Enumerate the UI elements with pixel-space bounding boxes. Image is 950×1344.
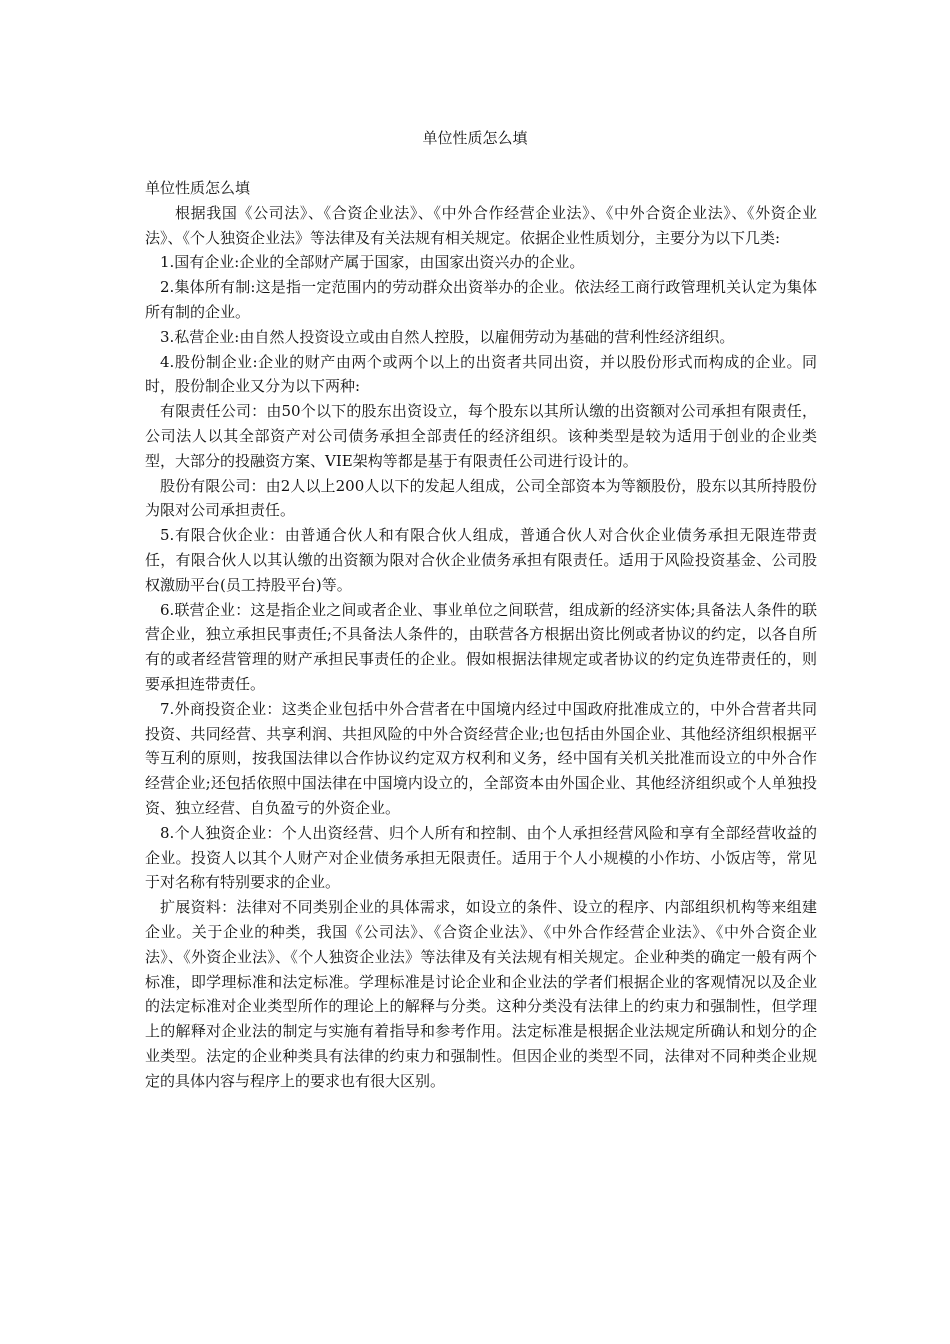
sub-item-joint-stock-limited: 股份有限公司：由2人以上200人以下的发起人组成，公司全部资本为等额股份，股东以其所持股份为限对公司承担责任。	[145, 476, 817, 520]
sub-item-limited-liability: 有限责任公司：由50个以下的股东出资设立，每个股东以其所认缴的出资额对公司承担有限责任，公司法人以其全部资产对公司债务承担全部责任的经济组织。该种类型是较为适用于创业的企业类型，大部分的投融资方案、VIE架构等都是基于有限责任公司进行设计的。	[145, 402, 817, 470]
body-heading: 单位性质怎么填	[145, 179, 251, 197]
list-item-private: 3.私营企业:由自然人投资设立或由自然人控股，以雇佣劳动为基础的营利性经济组织。	[160, 327, 735, 346]
list-item-collective: 2.集体所有制:这是指一定范围内的劳动群众出资举办的企业。依法经工商行政管理机关认定为集体所有制的企业。	[145, 278, 817, 321]
document-title: 单位性质怎么填	[422, 129, 528, 147]
list-item-sole-proprietorship: 8.个人独资企业：个人出资经营、归个人所有和控制、由个人承担经营风险和享有全部经营收益的企业。投资人以其个人财产对企业债务承担无限责任。适用于个人小规模的小作坊、小饭店等，常见于对名称有特别要求的企业。	[145, 823, 817, 892]
list-item-state-owned: 1.国有企业:企业的全部财产属于国家，由国家出资兴办的企业。	[160, 253, 585, 272]
document-body	[145, 176, 817, 1093]
list-item-limited-partnership: 5.有限合伙企业：由普通合伙人和有限合伙人组成，普通合伙人对合伙企业债务承担无限连带责任，有限合伙人以其认缴的出资额为限对合伙企业债务承担有限责任。适用于风险投资基金、公司股权激励平台(员工持股平台)等。	[145, 526, 817, 594]
extended-material-paragraph: 扩展资料：法律对不同类别企业的具体需求，如设立的条件、设立的程序、内部组织机构等来组建企业。关于企业的种类，我国《公司法》、《合资企业法》、《中外合作经营企业法》、《中外合资企业法》、《外资企业法》、《个人独资企业法》等法律及有关法规有相关规定。企业种类的确定一般有两个标准，即学理标准和法定标准。学理标准是讨论企业和企业法的学者们根据企业的客观情况以及企业的法定标准对企业类型所作的理论上的解释与分类。这种分类没有法律上的约束力和强制性，但学理上的解释对企业法的制定与实施有着指导和参考作用。法定标准是根据企业法规定所确认和划分的企业类型。法定的企业种类具有法律的约束力和强制性。但因企业的类型不同，法律对不同种类企业规定的具体内容与程序上的要求也有很大区别。	[145, 898, 817, 1090]
intro-paragraph: 根据我国《公司法》、《合资企业法》、《中外合作经营企业法》、《中外合资企业法》、《外资企业法》、《个人独资企业法》等法律及有关法规有相关规定。依据企业性质划分，主要分为以下几类:	[145, 203, 817, 247]
list-item-foreign-investment: 7.外商投资企业：这类企业包括中外合营者在中国境内经过中国政府批准成立的，中外合营者共同投资、共同经营、共享利润、共担风险的中外合资经营企业;也包括由外国企业、其他经济组织根据平等互利的原则，按我国法律以合作协议约定双方权利和义务，经中国有关机关批准而设立的中外合作经营企业;还包括依照中国法律在中国境内设立的，全部资本由外国企业、其他经济组织或个人单独投资、独立经营、自负盈亏的外资企业。	[145, 699, 817, 817]
list-item-joint-stock: 4.股份制企业:企业的财产由两个或两个以上的出资者共同出资，并以股份形式而构成的企业。同时，股份制企业又分为以下两种:	[145, 352, 817, 396]
list-item-joint-venture: 6.联营企业：这是指企业之间或者企业、事业单位之间联营，组成新的经济实体;具备法人条件的联营企业，独立承担民事责任;不具备法人条件的，由联营各方根据出资比例或者协议的约定，以各自所有的或者经营管理的财产承担民事责任的企业。假如根据法律规定或者协议的约定负连带责任的，则要承担连带责任。	[145, 600, 817, 693]
